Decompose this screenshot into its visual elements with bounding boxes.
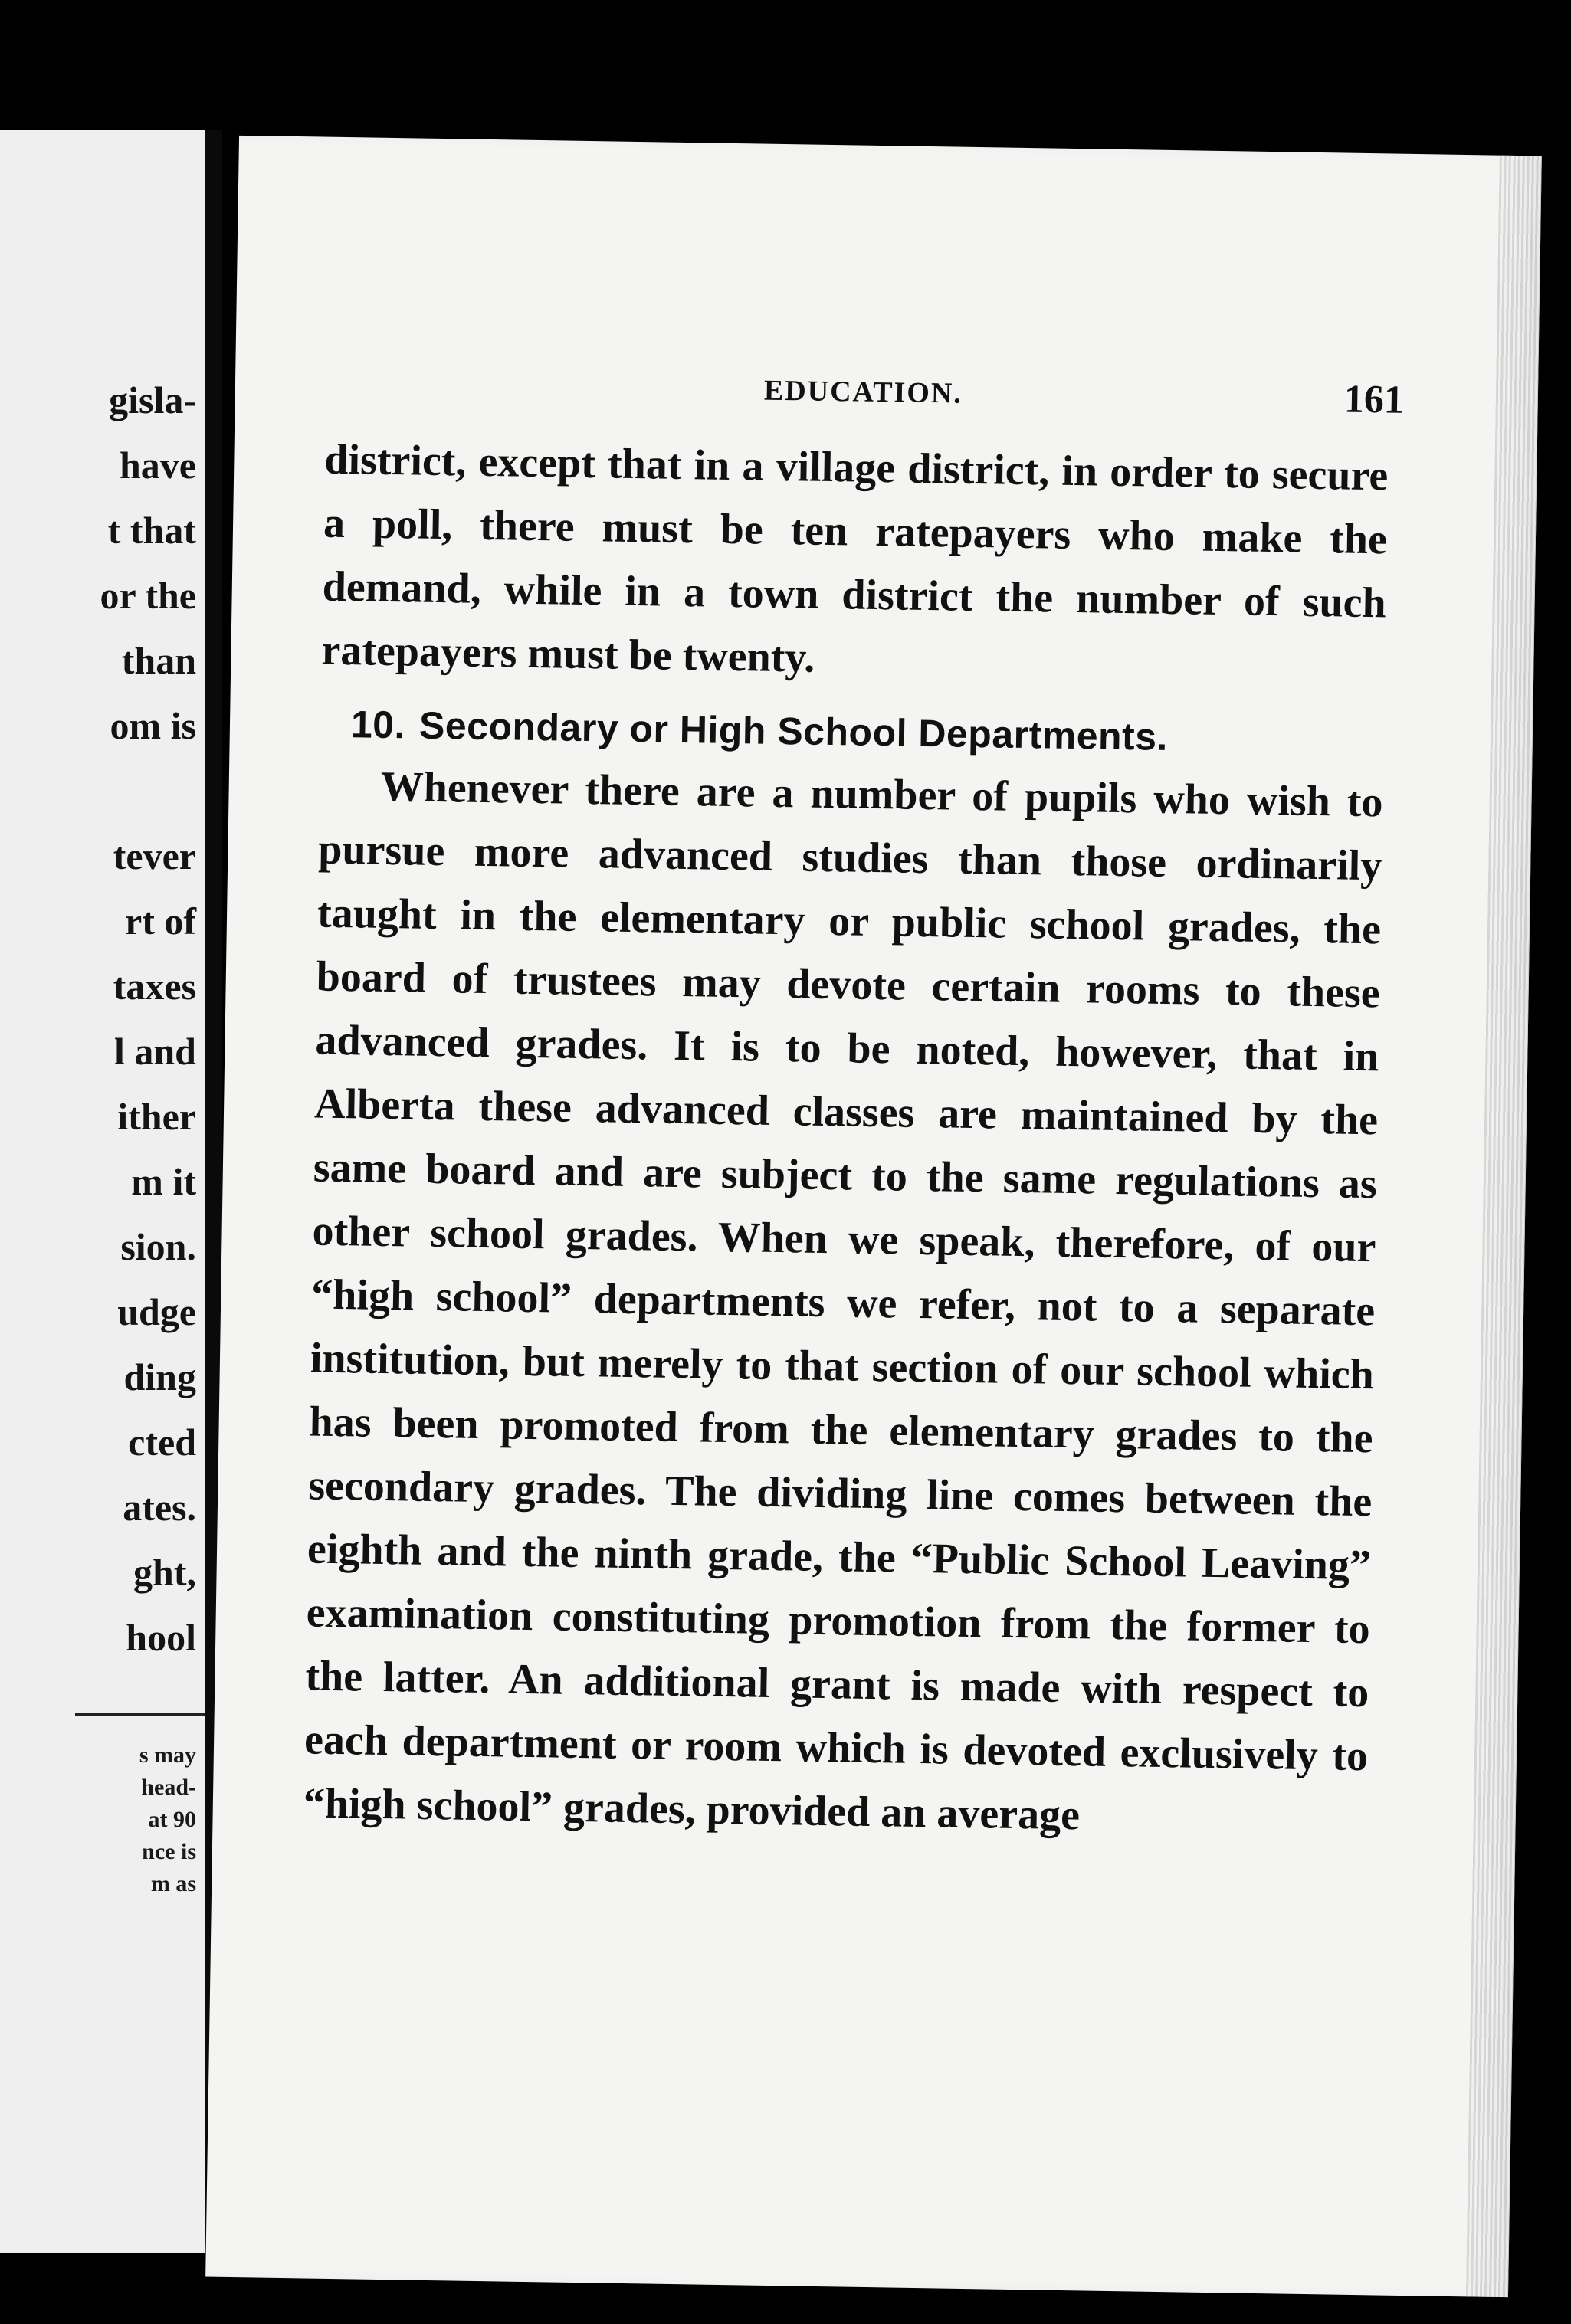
running-head-title: EDUCATION. (763, 374, 963, 410)
text-line: gisla- (109, 379, 196, 421)
text-line: cted (128, 1421, 196, 1464)
paragraph-gap (100, 759, 196, 824)
text-line: have (120, 444, 196, 487)
text-line: udge (117, 1290, 196, 1333)
text-line: t that (107, 509, 196, 552)
previous-page-fragment (0, 130, 205, 2253)
text-line: taxes (113, 965, 196, 1008)
text-line: ither (117, 1095, 196, 1138)
text-line: hool (126, 1616, 196, 1659)
footnote-rule (75, 1713, 205, 1716)
page-number: 161 (1343, 377, 1405, 422)
footnote-line: at 90 (148, 1807, 196, 1832)
footnote-line: head- (141, 1775, 196, 1800)
text-line: than (121, 639, 196, 682)
text-line: tever (113, 834, 196, 877)
text-line: ght, (133, 1551, 196, 1594)
text-line: rt of (125, 900, 196, 942)
text-line: ding (123, 1355, 196, 1398)
footnote-line: nce is (142, 1839, 196, 1864)
section-paragraph: Whenever there are a number of pupils who wish to pursue more advanced studies than those ordinarily taught in the elementary or public school grades, the board of trustees may devote certain rooms to these advanced grades. It is to be noted, however, that in Alberta these advanced classes are maintained by the same board and are subject to the same regulations as other school grades. When we speak, therefore, of our “high school” departments we refer, not to a separate institution, but merely to that section of our school which has been promoted from the elementary grades to the secondary grades. The dividing line comes between the eighth and the ninth grade, the “Public School Leaving” examination constituting promotion from the former to the latter. An additional grant is made with respect to each department or room which is devoted exclusively to “high school” grades, provided an average (303, 762, 1384, 1840)
footnote-line: m as (150, 1871, 196, 1896)
text-line: sion. (120, 1225, 196, 1268)
page-edge (1466, 156, 1542, 2298)
text-line: om is (110, 704, 196, 747)
previous-page-text (100, 368, 196, 1670)
text-line: m it (131, 1160, 196, 1203)
page-body (303, 428, 1389, 1853)
text-line: or the (100, 574, 196, 617)
text-line: ates. (123, 1486, 196, 1529)
footnote-line: s may (139, 1742, 196, 1768)
continued-paragraph: district, except that in a village district, in order to secure a poll, there must be ten ratepayers who make the demand, while in a town district the number of such ratepayers must be twenty. (321, 435, 1389, 682)
text-line: l and (113, 1030, 196, 1073)
running-head (235, 365, 1538, 440)
book-page (205, 136, 1542, 2297)
previous-page-footnote (139, 1739, 196, 1900)
section-number: 10. (350, 703, 406, 747)
section-title: Secondary or High School Departments. (418, 703, 1169, 759)
